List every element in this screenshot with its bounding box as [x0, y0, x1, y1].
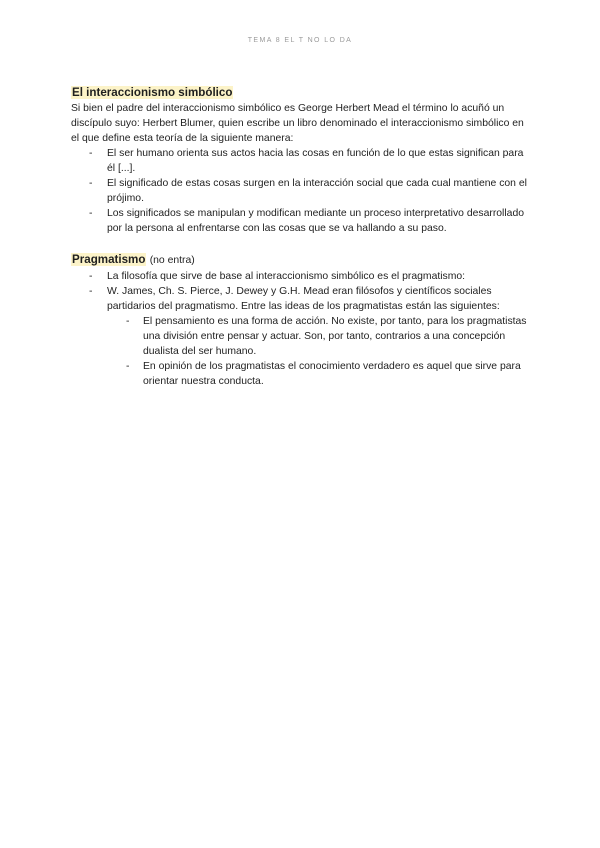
list-item: [71, 284, 531, 389]
list-item: - La filosofía que sirve de base al interaccionismo simbólico es el pragmatismo:: [71, 269, 531, 284]
bullet-list: [71, 269, 531, 389]
section-title-interaccionismo: [71, 85, 531, 101]
list-item: - El ser humano orienta sus actos hacia las cosas en función de lo que estas significan para él [...].: [71, 146, 531, 176]
sub-list-item: - En opinión de los pragmatistas el conocimiento verdadero es aquel que sirve para orientar nuestra conducta.: [107, 359, 531, 389]
sub-list-item: - El pensamiento es una forma de acción. No existe, por tanto, para los pragmatistas una división entre pensar y actuar. Son, por tanto, contrarios a una concepción dualista del ser humano.: [107, 314, 531, 359]
section-title-text: Pragmatismo: [72, 253, 146, 266]
section-intro: Si bien el padre del interaccionismo simbólico es George Herbert Mead el término lo acuñó un discípulo suyo: Herbert Blumer, quien escribe un libro denominado el interaccionismo simbólico en el que define esta teoría de la siguiente manera:: [71, 103, 524, 144]
bullet-list: [71, 146, 531, 236]
section-title-pragmatismo: [71, 252, 531, 269]
list-item: - El significado de estas cosas surgen en la interacción social que cada cual mantiene con el prójimo.: [71, 176, 531, 206]
page-header: TEMA 8 EL T NO LO DA: [247, 37, 353, 44]
section-pragmatismo: [71, 252, 531, 389]
sub-bullet-list: [107, 314, 531, 389]
list-item-text: W. James, Ch. S. Pierce, J. Dewey y G.H. Mead eran filósofos y científicos sociales partidarios del pragmatismo. Entre las ideas de los pragmatistas están las siguientes:: [107, 286, 500, 312]
list-item: - Los significados se manipulan y modifican mediante un proceso interpretativo desarrollado por la persona al enfrentarse con las cosas que se va hallando a su paso.: [71, 206, 531, 236]
page-content: [71, 85, 531, 389]
section-note: (no entra): [149, 255, 195, 266]
section-title-text: El interaccionismo simbólico: [72, 86, 233, 99]
